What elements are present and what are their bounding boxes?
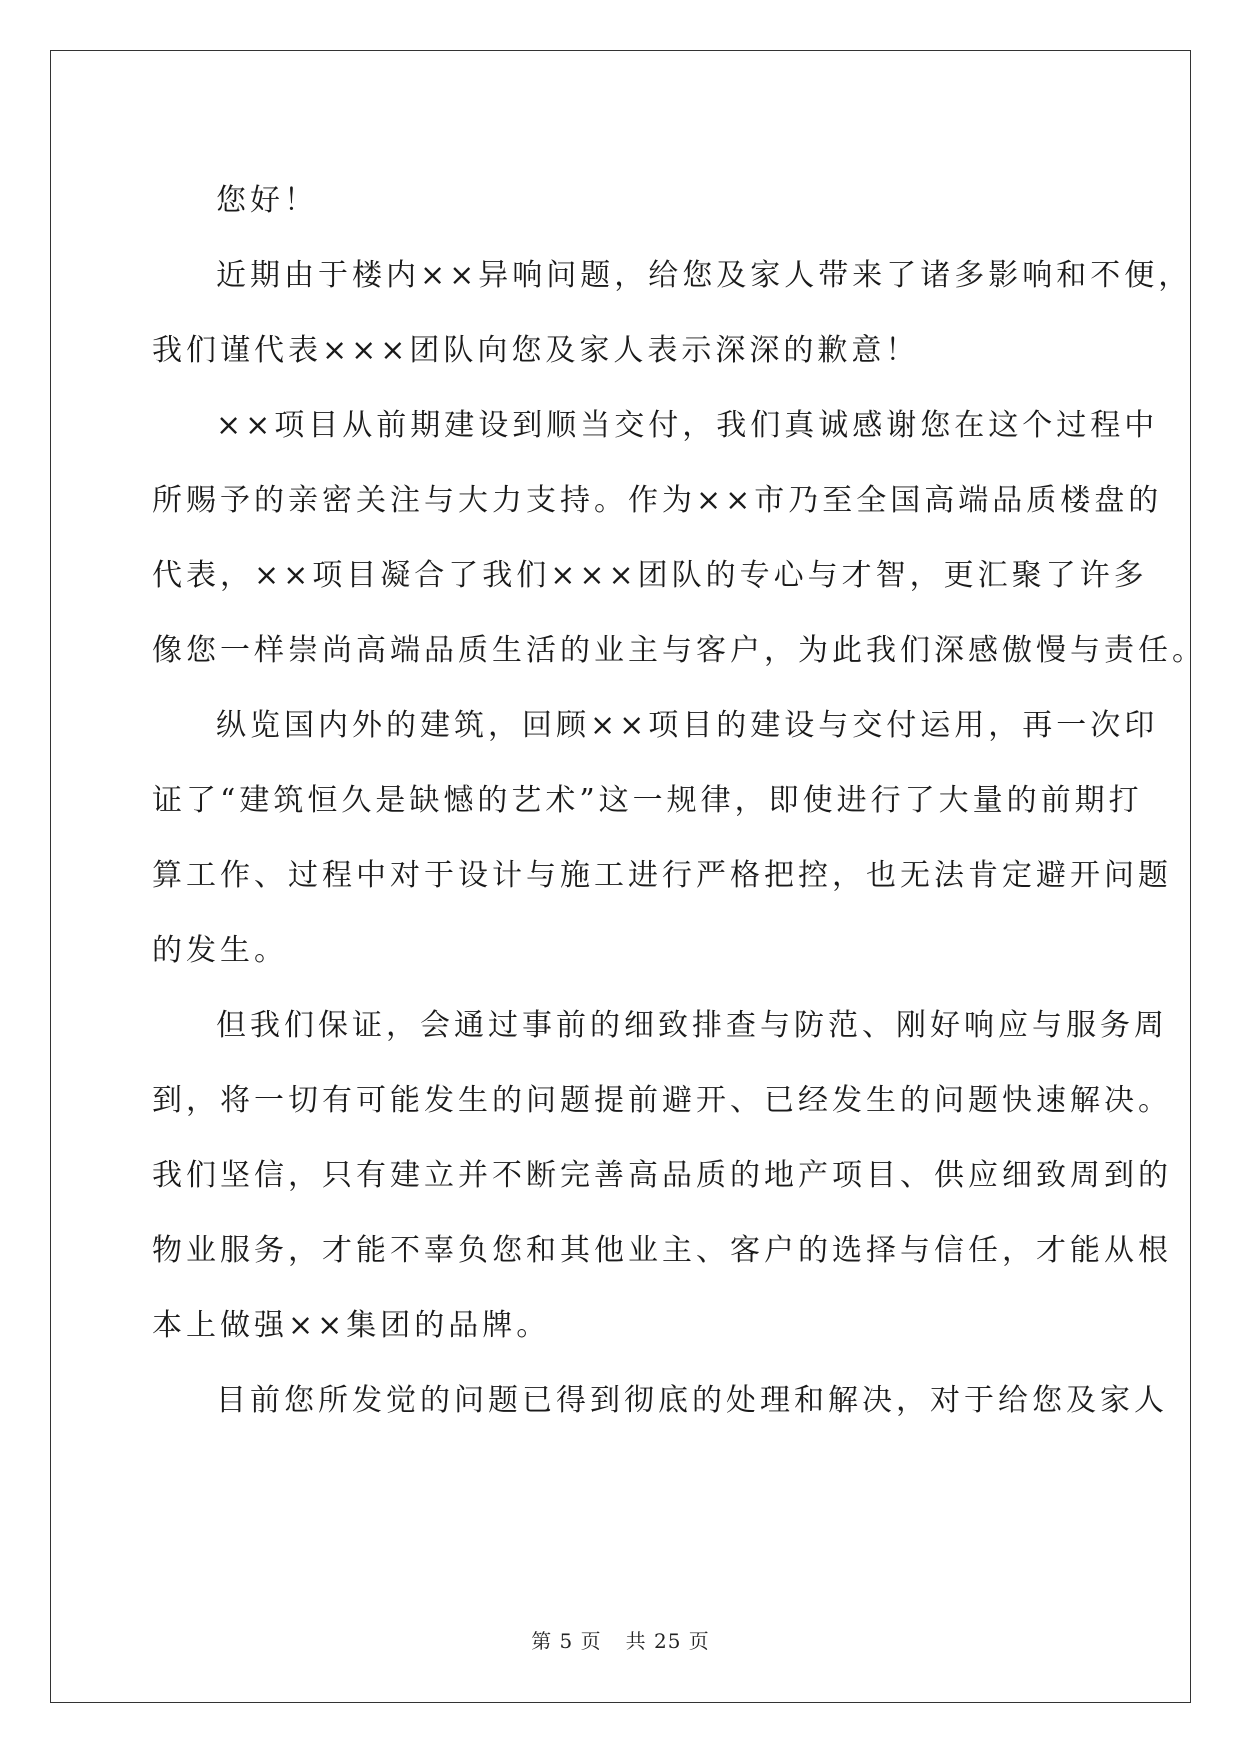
paragraph-line: 本上做强××集团的品牌。: [152, 1308, 551, 1343]
paragraph-line: 我们坚信，只有建立并不断完善高品质的地产项目、供应细致周到的: [152, 1158, 1172, 1193]
page-number: 第 5 页: [531, 1629, 602, 1653]
paragraph-line: 的发生。: [152, 933, 288, 968]
paragraph-line: 像您一样崇尚高端品质生活的业主与客户，为此我们深感傲慢与责任。: [152, 633, 1206, 668]
page-footer: [0, 1625, 1241, 1654]
paragraph-line: ××项目从前期建设到顺当交付，我们真诚感谢您在这个过程中: [216, 408, 1159, 443]
paragraph-line: 您好！: [216, 183, 318, 218]
paragraph-line: 到，将一切有可能发生的问题提前避开、已经发生的问题快速解决。: [152, 1083, 1172, 1118]
paragraph-line: 代表，××项目凝合了我们×××团队的专心与才智，更汇聚了许多: [152, 558, 1148, 593]
paragraph-line: 纵览国内外的建筑，回顾××项目的建设与交付运用，再一次印: [216, 708, 1159, 743]
paragraph-line: 证了“建筑恒久是缺憾的艺术”这一规律，即使进行了大量的前期打: [152, 783, 1143, 818]
paragraph-line: 但我们保证，会通过事前的细致排查与防范、刚好响应与服务周: [216, 1008, 1168, 1043]
paragraph-line: 算工作、过程中对于设计与施工进行严格把控，也无法肯定避开问题: [152, 858, 1172, 893]
letter-body: [152, 163, 1206, 1438]
paragraph-line: 所赐予的亲密关注与大力支持。作为××市乃至全国高端品质楼盘的: [152, 483, 1163, 518]
paragraph-line: 物业服务，才能不辜负您和其他业主、客户的选择与信任，才能从根: [152, 1233, 1172, 1268]
paragraph-line: 目前您所发觉的问题已得到彻底的处理和解决，对于给您及家人: [216, 1383, 1168, 1418]
paragraph-line: 我们谨代表×××团队向您及家人表示深深的歉意！: [152, 333, 920, 368]
paragraph-line: 近期由于楼内××异响问题，给您及家人带来了诸多影响和不便，: [216, 258, 1193, 293]
total-pages: 共 25 页: [625, 1629, 710, 1653]
